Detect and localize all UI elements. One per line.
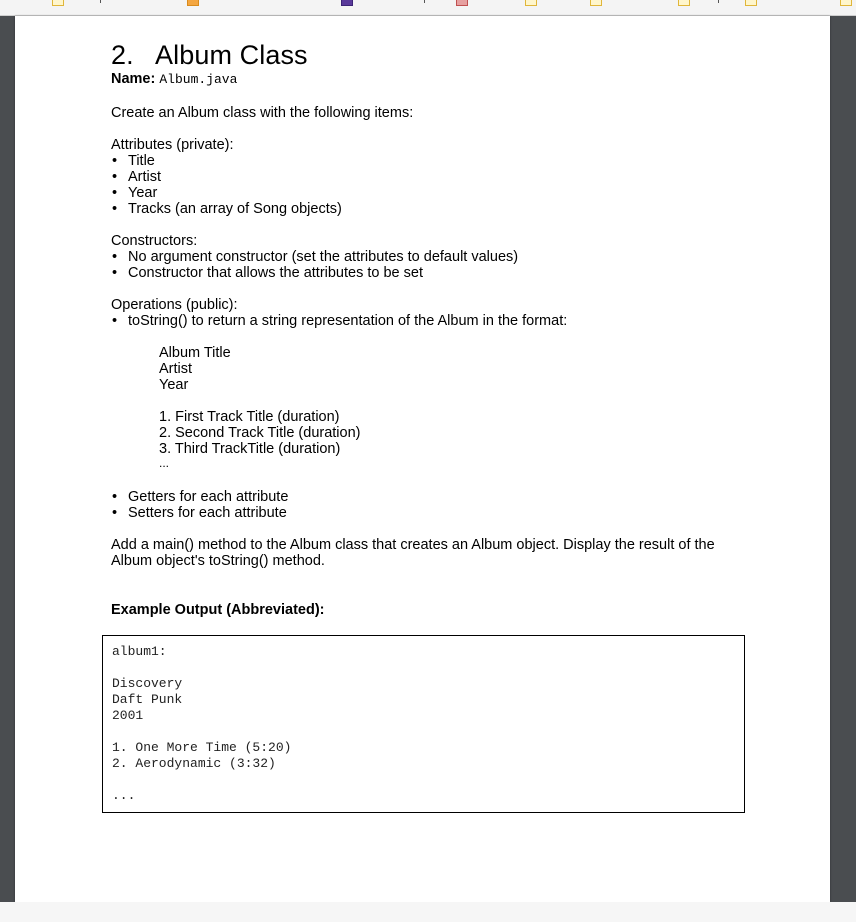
- annotation-marker-icon[interactable]: [678, 0, 690, 6]
- constructor-item: • Constructor that allows the attributes to be set: [112, 265, 423, 281]
- attribute-item: • Title: [112, 153, 155, 169]
- format-track: 2. Second Track Title (duration): [159, 425, 361, 441]
- annotation-marker-icon[interactable]: [52, 0, 64, 6]
- annotation-marker-icon[interactable]: [456, 0, 468, 6]
- format-track: 3. Third TrackTitle (duration): [159, 441, 341, 457]
- format-track: 1. First Track Title (duration): [159, 409, 340, 425]
- format-line: Year: [159, 377, 189, 393]
- main-instructions-line: Album object's toString() method.: [111, 553, 325, 569]
- attribute-item: • Tracks (an array of Song objects): [112, 201, 342, 217]
- file-name-line: [111, 71, 237, 88]
- annotation-marker-icon[interactable]: [341, 0, 353, 6]
- section-heading: [111, 40, 308, 70]
- annotation-marker-icon[interactable]: [187, 0, 199, 6]
- format-ellipsis: ...: [159, 456, 170, 470]
- viewer-bottom-gap: [0, 902, 856, 922]
- intro-text: Create an Album class with the following items:: [111, 105, 414, 121]
- constructors-heading: Constructors:: [111, 233, 198, 249]
- main-instructions-line: Add a main() method to the Album class that creates an Album object. Display the result of the: [111, 537, 715, 553]
- ruler-tick: [424, 0, 425, 3]
- annotation-marker-icon[interactable]: [745, 0, 757, 6]
- operations-heading: Operations (public):: [111, 297, 238, 313]
- section-number: 2.: [111, 40, 134, 70]
- annotation-marker-icon[interactable]: [590, 0, 602, 6]
- attributes-heading: Attributes (private):: [111, 137, 234, 153]
- output-label: album1:: [112, 644, 167, 659]
- ruler-tick: [100, 0, 101, 3]
- annotation-marker-icon[interactable]: [525, 0, 537, 6]
- output-track: 2. Aerodynamic (3:32): [112, 756, 276, 771]
- output-line: Discovery: [112, 676, 183, 691]
- operation-item: • toString() to return a string representation of the Album in the format:: [112, 313, 568, 329]
- operation-item: • Setters for each attribute: [112, 505, 287, 521]
- output-track: 1. One More Time (5:20): [112, 740, 292, 755]
- output-line: 2001: [112, 708, 144, 723]
- example-output-box: [102, 635, 745, 813]
- name-label: Name:: [111, 71, 156, 87]
- operation-item: • Getters for each attribute: [112, 489, 289, 505]
- annotation-marker-icon[interactable]: [840, 0, 852, 6]
- example-output-heading: Example Output (Abbreviated):: [111, 602, 325, 618]
- constructor-item: • No argument constructor (set the attributes to default values): [112, 249, 519, 265]
- format-line: Artist: [159, 361, 193, 377]
- section-title: Album Class: [155, 40, 308, 70]
- ruler-tick: [718, 0, 719, 3]
- attribute-item: • Year: [112, 185, 158, 201]
- viewer-toolbar-strip: [0, 0, 856, 16]
- format-line: Album Title: [159, 345, 231, 361]
- file-name: Album.java: [159, 72, 238, 87]
- document-page: [15, 16, 830, 902]
- attribute-item: • Artist: [112, 169, 162, 185]
- output-ellipsis: ...: [112, 788, 136, 803]
- output-line: Daft Punk: [112, 692, 183, 707]
